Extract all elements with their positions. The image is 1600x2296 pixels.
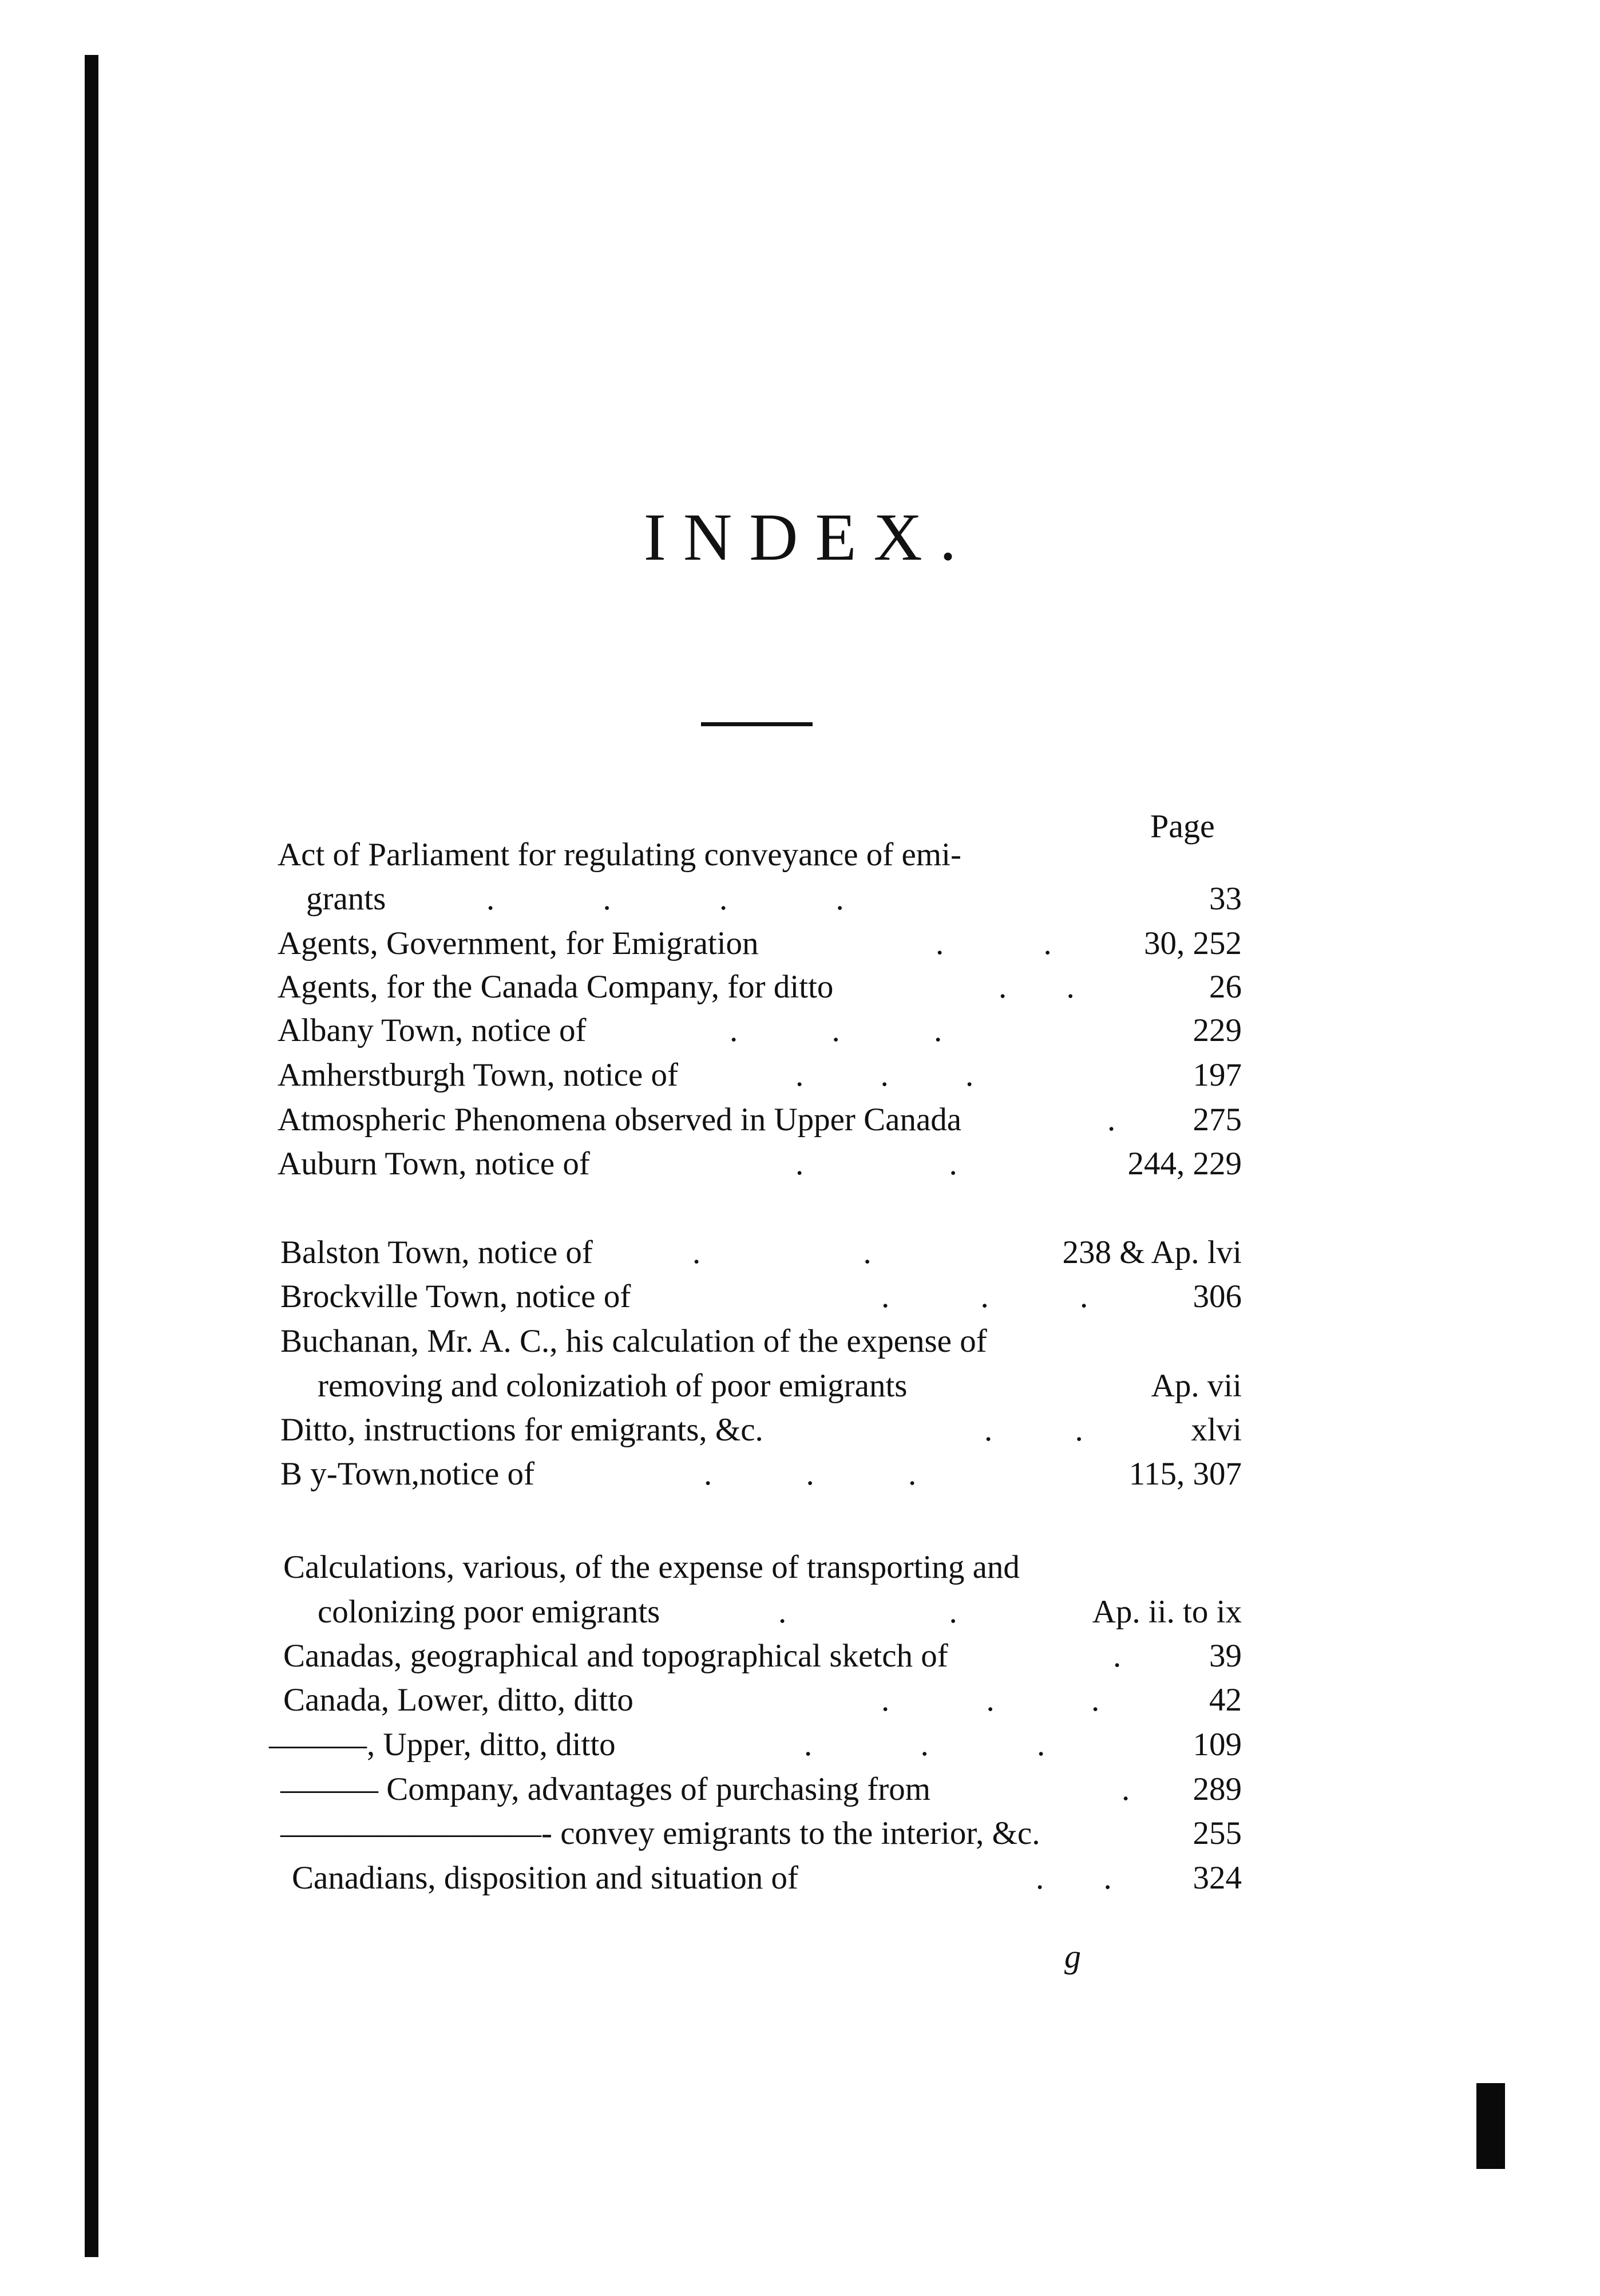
index-entry — [280, 1414, 1242, 1454]
entry-page: Ap. vii — [1151, 1368, 1242, 1404]
entry-page: xlvi — [1191, 1412, 1242, 1448]
entry-text: Act of Parliament for regulating conveyance of emi- — [278, 837, 961, 873]
entry-text: Auburn Town, notice of — [278, 1146, 590, 1182]
entry-dots: . . — [692, 1234, 872, 1270]
index-entry — [280, 1236, 1242, 1276]
index-entry — [280, 1280, 1242, 1320]
page-column-label: Page — [1150, 807, 1215, 845]
index-entry — [278, 1059, 1242, 1099]
entry-dots: . . . . — [486, 881, 844, 917]
entry-page: 42 — [1209, 1682, 1242, 1718]
entry-dots: . . — [795, 1146, 957, 1182]
entry-dots: . . — [999, 969, 1075, 1005]
index-entry — [280, 1817, 1242, 1857]
entry-dots: . . — [984, 1412, 1083, 1448]
entry-text: Calculations, various, of the expense of transporting and — [283, 1549, 1020, 1585]
index-entry — [278, 1147, 1242, 1187]
index-entry — [318, 1369, 1242, 1410]
entry-text: Agents, for the Canada Company, for ditto — [278, 969, 834, 1005]
entry-dots: . . — [1036, 1860, 1112, 1896]
title-rule — [701, 722, 813, 726]
index-entry — [278, 1103, 1242, 1143]
entry-dots: . . . — [804, 1727, 1045, 1763]
entry-page: 275 — [1193, 1102, 1242, 1138]
entry-dots: . . . — [704, 1456, 917, 1492]
entry-text: B y-Town,notice of — [280, 1456, 535, 1492]
entry-page: 26 — [1209, 969, 1242, 1005]
index-entry — [278, 1014, 1242, 1054]
index-entry — [283, 1684, 1242, 1724]
index-entry — [280, 1773, 1242, 1813]
signature-mark: g — [1064, 1938, 1081, 1975]
entry-text: ————————- convey emigrants to the interior, &c. — [280, 1815, 1040, 1851]
entry-page: 30, 252 — [1144, 925, 1242, 961]
entry-text: Agents, Government, for Emigration — [278, 925, 759, 961]
index-entry — [318, 1596, 1242, 1636]
entry-page: 324 — [1193, 1860, 1242, 1896]
page-title: INDEX. — [643, 500, 974, 575]
binding-edge-shadow — [85, 55, 98, 2257]
entry-page: 109 — [1193, 1727, 1242, 1763]
entry-text: Canada, Lower, ditto, ditto — [283, 1682, 633, 1718]
entry-page: Ap. ii. to ix — [1092, 1594, 1242, 1630]
index-entry — [306, 882, 1242, 923]
entry-page: 255 — [1193, 1815, 1242, 1851]
entry-dots: . — [1107, 1102, 1116, 1138]
entry-page: 33 — [1209, 881, 1242, 917]
entry-text: Atmospheric Phenomena observed in Upper Canada — [278, 1102, 962, 1138]
entry-dots: . . . — [795, 1057, 974, 1093]
index-entry — [280, 1458, 1242, 1498]
entry-dots: . . . — [881, 1278, 1088, 1315]
entry-text: ———, Upper, ditto, ditto — [269, 1727, 616, 1763]
index-entry — [283, 1640, 1242, 1680]
index-entry — [278, 971, 1242, 1011]
entry-page: 244, 229 — [1127, 1146, 1242, 1182]
entry-page: 306 — [1193, 1278, 1242, 1315]
entry-text: Balston Town, notice of — [280, 1234, 593, 1270]
entry-dots: . . — [936, 925, 1052, 961]
entry-text: ——— Company, advantages of purchasing from — [280, 1771, 931, 1807]
entry-page: 238 & Ap. lvi — [1062, 1234, 1242, 1270]
entry-text: Ditto, instructions for emigrants, &c. — [280, 1412, 763, 1448]
entry-dots: . . . — [881, 1682, 1100, 1718]
index-entry — [278, 927, 1242, 967]
entry-page: 229 — [1193, 1012, 1242, 1048]
entry-text: Canadas, geographical and topographical sketch of — [283, 1638, 948, 1674]
entry-text: Buchanan, Mr. A. C., his calculation of the expense of — [280, 1323, 987, 1359]
entry-text: Amherstburgh Town, notice of — [278, 1057, 678, 1093]
entry-page: 115, 307 — [1128, 1456, 1242, 1492]
entry-text: grants — [306, 881, 386, 917]
entry-dots: . . . — [730, 1012, 942, 1048]
entry-text: colonizing poor emigrants — [318, 1594, 660, 1630]
entry-page: 197 — [1193, 1057, 1242, 1093]
page-corner-mark — [1476, 2083, 1505, 2169]
entry-dots: . — [1122, 1771, 1130, 1807]
entry-page: 289 — [1193, 1771, 1242, 1807]
entry-text: Canadians, disposition and situation of — [292, 1860, 799, 1896]
entry-text: Brockville Town, notice of — [280, 1278, 631, 1315]
entry-text: Albany Town, notice of — [278, 1012, 587, 1048]
entry-dots: . — [1113, 1638, 1122, 1674]
entry-text: removing and colonizatioh of poor emigrants — [318, 1368, 908, 1404]
index-entry — [292, 1862, 1242, 1902]
entry-page: 39 — [1209, 1638, 1242, 1674]
entry-dots: . . — [778, 1594, 957, 1630]
index-entry — [269, 1728, 1242, 1768]
